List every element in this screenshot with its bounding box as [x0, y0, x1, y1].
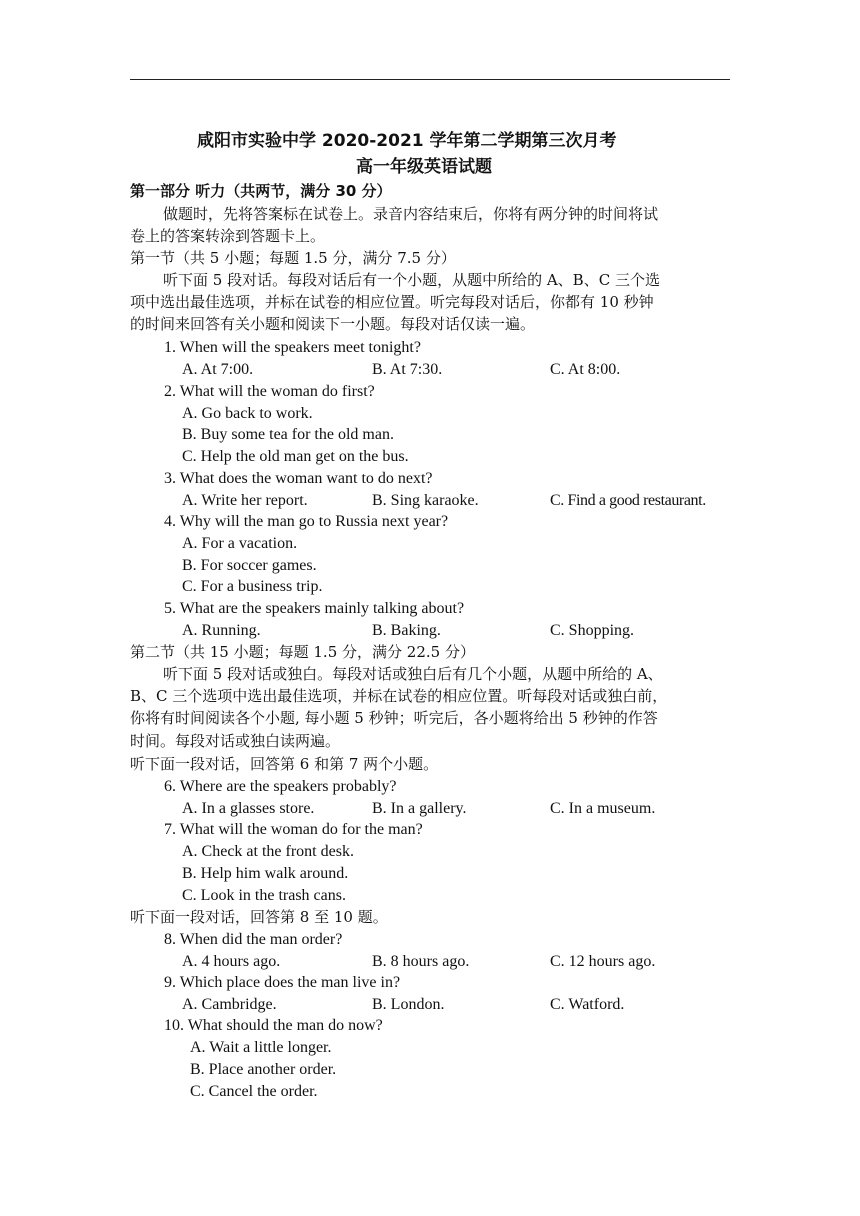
- option-a: A. For a vacation.: [182, 535, 298, 552]
- option-b: B. 8 hours ago.: [372, 953, 470, 970]
- exam-title: 咸阳市实验中学 2020-2021 学年第二学期第三次月考: [197, 131, 617, 151]
- section2-heading: 第二节（共 15 小题；每题 1.5 分，满分 22.5 分）: [130, 643, 475, 661]
- section1-heading: 第一节（共 5 小题；每题 1.5 分，满分 7.5 分）: [130, 249, 456, 267]
- option-a: A. Go back to work.: [182, 405, 313, 422]
- question-stem: 2. What will the woman do first?: [164, 383, 375, 400]
- option-a: A. Check at the front desk.: [182, 843, 354, 860]
- option-b: B. London.: [372, 996, 445, 1013]
- dialogue-instruction: 听下面一段对话，回答第 8 至 10 题。: [130, 908, 388, 926]
- section1-instruction-line: 项中选出最佳选项，并标在试卷的相应位置。听完每段对话后，你都有 10 秒钟: [130, 293, 654, 311]
- option-c: C. For a business trip.: [182, 578, 323, 595]
- part1-intro-line: 做题时，先将答案标在试卷上。录音内容结束后，你将有两分钟的时间将试: [163, 205, 659, 223]
- section2-instruction-line: 听下面 5 段对话或独白。每段对话或独白后有几个小题，从题中所给的 A、: [163, 665, 663, 683]
- option-b: B. In a gallery.: [372, 800, 467, 817]
- section1-instruction-line: 的时间来回答有关小题和阅读下一小题。每段对话仅读一遍。: [130, 315, 536, 333]
- option-c: C. Cancel the order.: [190, 1083, 318, 1100]
- option-a: A. Running.: [182, 622, 261, 639]
- question-stem: 5. What are the speakers mainly talking about?: [164, 600, 465, 617]
- option-c: C. Help the old man get on the bus.: [182, 448, 409, 465]
- option-c: C. At 8:00.: [550, 361, 621, 378]
- question-stem: 7. What will the woman do for the man?: [164, 821, 423, 838]
- question-stem: 9. Which place does the man live in?: [164, 974, 401, 991]
- part1-intro-line: 卷上的答案转涂到答题卡上。: [130, 227, 326, 245]
- option-b: B. At 7:30.: [372, 361, 443, 378]
- part1-heading: 第一部分 听力（共两节，满分 30 分）: [130, 182, 392, 200]
- question-stem: 1. When will the speakers meet tonight?: [164, 339, 421, 356]
- exam-subtitle: 高一年级英语试题: [356, 157, 492, 177]
- option-b: B. Place another order.: [190, 1061, 337, 1078]
- section2-instruction-line: B、C 三个选项中选出最佳选项，并标在试卷的相应位置。听每段对话或独白前，: [130, 687, 668, 705]
- option-a: A. At 7:00.: [182, 361, 254, 378]
- section2-instruction-line: 时间。每段对话或独白读两遍。: [130, 732, 341, 750]
- header-rule: [130, 79, 730, 80]
- question-stem: 4. Why will the man go to Russia next year?: [164, 513, 449, 530]
- option-c: C. 12 hours ago.: [550, 953, 656, 970]
- section1-instruction-line: 听下面 5 段对话。每段对话后有一个小题，从题中所给的 A、B、C 三个选: [163, 271, 660, 289]
- question-stem: 6. Where are the speakers probably?: [164, 778, 397, 795]
- option-c: C. In a museum.: [550, 800, 656, 817]
- option-c: C. Look in the trash cans.: [182, 887, 346, 904]
- option-b: B. For soccer games.: [182, 557, 317, 574]
- question-stem: 8. When did the man order?: [164, 931, 343, 948]
- option-a: A. Write her report.: [182, 492, 308, 509]
- question-stem: 3. What does the woman want to do next?: [164, 470, 433, 487]
- option-b: B. Help him walk around.: [182, 865, 349, 882]
- dialogue-instruction: 听下面一段对话，回答第 6 和第 7 两个小题。: [130, 755, 439, 773]
- question-stem: 10. What should the man do now?: [164, 1017, 383, 1034]
- section2-instruction-line: 你将有时间阅读各个小题, 每小题 5 秒钟；听完后，各小题将给出 5 秒钟的作答: [130, 709, 658, 727]
- option-a: A. 4 hours ago.: [182, 953, 281, 970]
- option-a: A. Wait a little longer.: [190, 1039, 332, 1056]
- option-b: B. Baking.: [372, 622, 441, 639]
- option-a: A. In a glasses store.: [182, 800, 315, 817]
- option-b: B. Buy some tea for the old man.: [182, 426, 394, 443]
- option-a: A. Cambridge.: [182, 996, 277, 1013]
- option-b: B. Sing karaoke.: [372, 492, 479, 509]
- option-c: C. Shopping.: [550, 622, 635, 639]
- option-c: C. Watford.: [550, 996, 625, 1013]
- option-c: C. Find a good restaurant.: [550, 492, 706, 509]
